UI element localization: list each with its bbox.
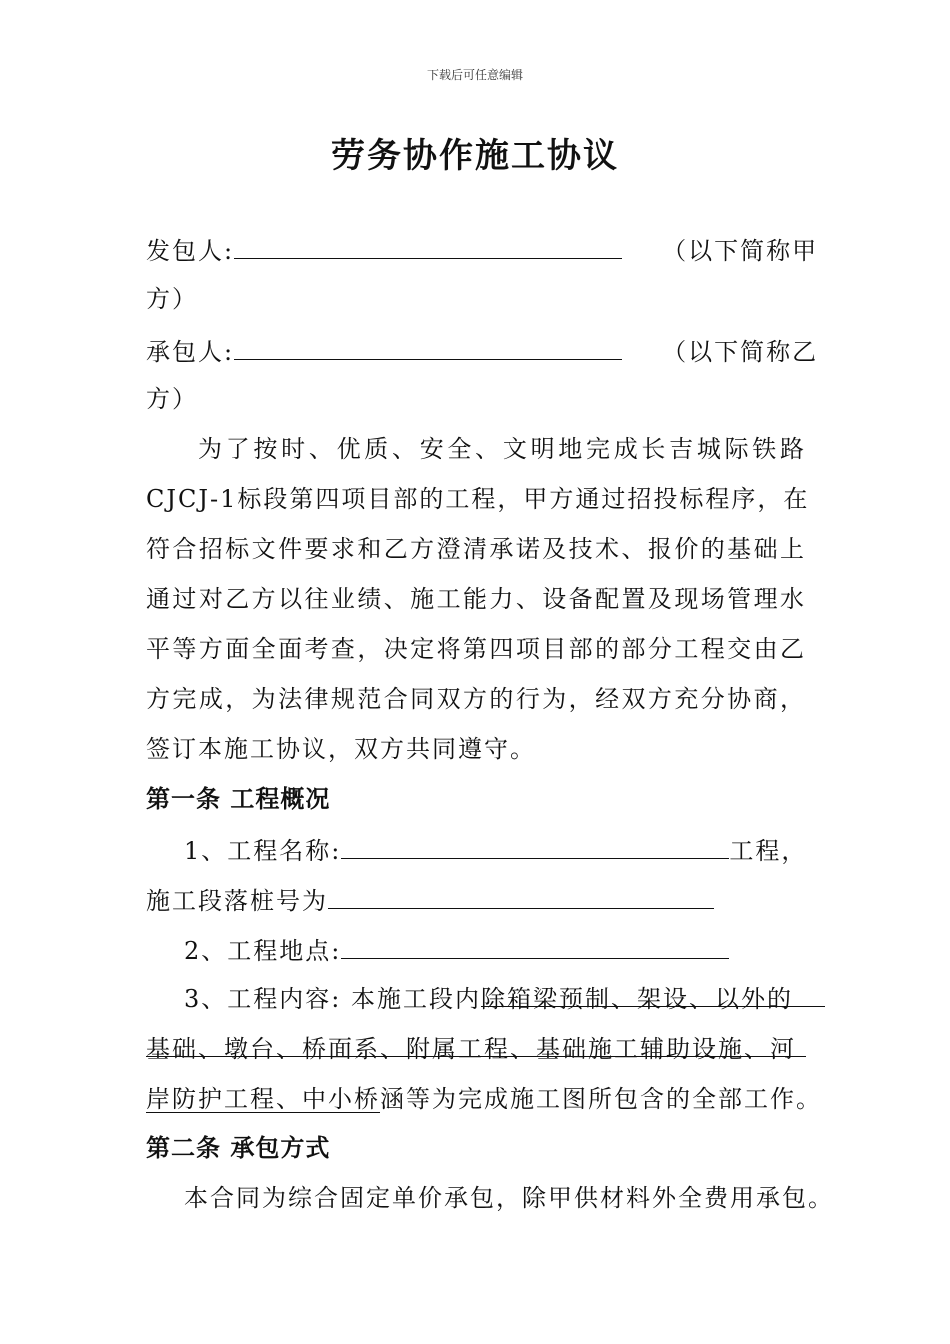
project-content-line-1 — [184, 982, 825, 1016]
project-name-line — [184, 832, 807, 868]
document-title: 劳务协作施工协议 — [331, 136, 619, 176]
contractor-line-2: 方） — [146, 385, 198, 413]
project-location-line — [184, 932, 729, 968]
employer-suffix: （以下简称甲 — [662, 237, 819, 265]
contractor-blank[interactable] — [234, 333, 622, 360]
employer-line — [146, 232, 818, 268]
article2-text: 本合同为综合固定单价承包，除甲供材料外全费用承包。 — [184, 1184, 834, 1212]
intro-line-6: 方完成，为法律规范合同双方的行为，经双方充分协商， — [146, 685, 806, 713]
intro-line-2: CJCJ-1标段第四项目部的工程，甲方通过招投标程序，在 — [146, 485, 810, 513]
contractor-label: 承包人: — [146, 338, 235, 366]
intro-line-1: 为了按时、优质、安全、文明地完成长吉城际铁路 — [198, 435, 806, 463]
header-note: 下载后可任意编辑 — [426, 68, 523, 82]
intro-line-5: 平等方面全面考查，决定将第四项目部的部分工程交由乙 — [146, 635, 806, 663]
intro-line-7: 签订本施工协议，双方共同遵守。 — [146, 735, 536, 763]
chainage-label: 施工段落桩号为 — [146, 887, 328, 915]
contractor-line — [146, 333, 818, 369]
project-content-underlined-1: 除箱梁预制、架设、以外的 — [481, 982, 825, 1007]
employer-line-2: 方） — [146, 285, 198, 313]
project-content-prefix: 3、工程内容: 本施工段内 — [184, 985, 481, 1013]
intro-line-4: 通过对乙方以往业绩、施工能力、设备配置及现场管理水 — [146, 585, 806, 613]
article2-heading: 第二条 承包方式 — [146, 1134, 331, 1162]
employer-blank[interactable] — [234, 232, 622, 259]
project-content-tail: 涵等为完成施工图所包含的全部工作。 — [380, 1085, 822, 1113]
project-name-label: 1、工程名称: — [184, 837, 342, 865]
chainage-blank[interactable] — [328, 882, 714, 909]
article1-heading: 第一条 工程概况 — [146, 785, 331, 813]
project-name-suffix: 工程， — [729, 837, 808, 865]
intro-line-3: 符合招标文件要求和乙方澄清承诺及技术、报价的基础上 — [146, 535, 806, 563]
contractor-suffix: （以下简称乙 — [662, 338, 819, 366]
project-location-blank[interactable] — [341, 932, 729, 959]
project-content-line-3 — [146, 1082, 822, 1116]
project-content-underlined-3: 岸防护工程、中小桥 — [146, 1085, 380, 1113]
project-location-label: 2、工程地点: — [184, 937, 342, 965]
project-name-blank[interactable] — [341, 832, 729, 859]
project-content-underlined-2: 基础、墩台、桥面系、附属工程、基础施工辅助设施、河 — [146, 1032, 806, 1057]
chainage-line — [146, 882, 714, 918]
project-content-line-2 — [146, 1032, 806, 1066]
employer-label: 发包人: — [146, 237, 235, 265]
